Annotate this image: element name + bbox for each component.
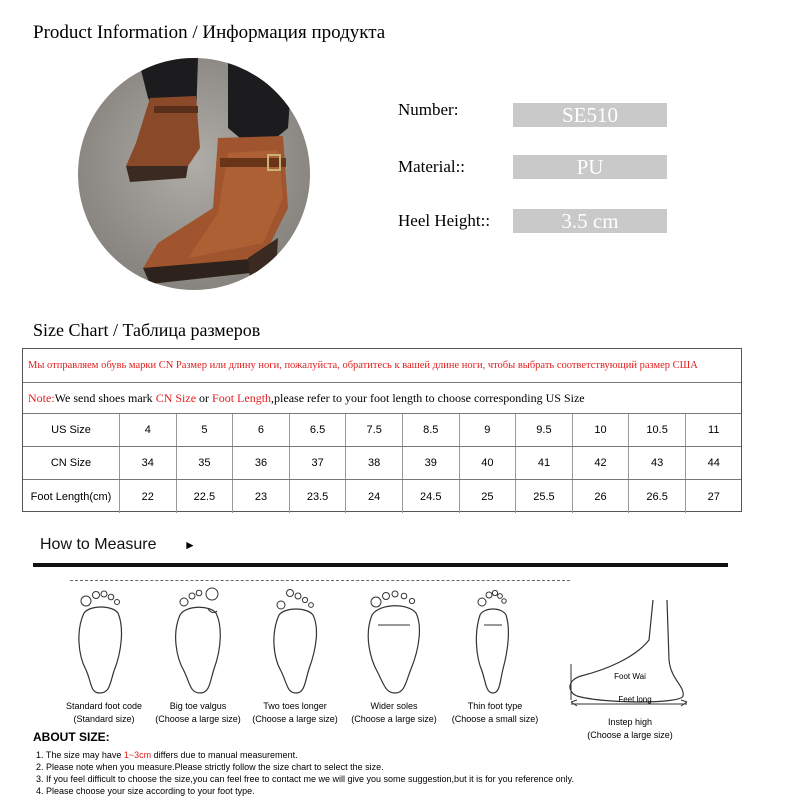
table-cell: 37: [289, 447, 346, 479]
table-cell: 25: [459, 480, 516, 513]
table-cell: 23: [232, 480, 289, 513]
about-text: 2. Please note when you measure.Please strictly follow the size chart to select the size.: [36, 762, 384, 772]
foot-label: Big toe valgus: [169, 701, 227, 711]
foot-sub: (Choose a large size): [155, 714, 241, 724]
table-cell: 24.5: [402, 480, 459, 513]
table-cell: 4: [119, 414, 176, 446]
table-cell: 24: [345, 480, 402, 513]
spec-heel-value: 3.5 cm: [513, 209, 667, 233]
cn-size-row: [23, 447, 741, 480]
table-cell: 41: [515, 447, 572, 479]
row-header: Foot Length(cm): [30, 490, 112, 503]
spec-number-label: Number:: [398, 100, 459, 119]
size-chart-title: Size Chart / Таблица размеров: [33, 320, 261, 340]
about-text: 1. The size may have: [36, 750, 124, 760]
spec-material-value: PU: [513, 155, 667, 179]
foot-caption-thin: [440, 700, 550, 726]
about-line: [36, 750, 298, 760]
table-cell: 9: [459, 414, 516, 446]
foot-caption-big-toe: [143, 700, 253, 726]
about-line: [36, 762, 384, 772]
about-text: 4. Please choose your size according to your foot type.: [36, 786, 255, 796]
table-cell: 35: [176, 447, 233, 479]
table-cell: 43: [628, 447, 685, 479]
note-foot-length: Foot Length: [212, 391, 272, 405]
table-cell: 23.5: [289, 480, 346, 513]
about-line: [36, 774, 574, 784]
table-cell: 8.5: [402, 414, 459, 446]
table-cell: 26.5: [628, 480, 685, 513]
foot-wai-label: Foot Wai: [614, 672, 646, 681]
foot-label: Instep high: [607, 717, 653, 727]
note-text-rest: ,please refer to your foot length to choose corresponding US Size: [271, 391, 585, 405]
feet-long-label: Feet long: [618, 695, 652, 704]
foot-sub: (Standard size): [73, 714, 135, 724]
row-header: CN Size: [50, 457, 92, 469]
dotted-divider: [70, 580, 570, 581]
table-cell: 11: [685, 414, 742, 446]
table-cell: 26: [572, 480, 629, 513]
about-line: [36, 786, 255, 796]
foot-sub: (Choose a small size): [451, 714, 539, 724]
standard-foot-icon: [70, 585, 130, 695]
us-size-row: [23, 414, 741, 447]
about-text: 3. If you feel difficult to choose the size,you can feel free to contact me we will give you some suggestion,but it is for you reference only.: [36, 774, 574, 784]
foot-caption-two-toes: [240, 700, 350, 726]
about-text: differs due to manual measurement.: [151, 750, 298, 760]
two-toes-longer-foot-icon: [265, 585, 325, 695]
table-cell: 36: [232, 447, 289, 479]
russian-note: Мы отправляем обувь марки CN Размер или длину ноги, пожалуйста, обратитесь к вашей длине ноги, чтобы выбрать соответствующий размер США: [23, 349, 741, 383]
table-cell: 40: [459, 447, 516, 479]
product-photo: [78, 58, 310, 290]
product-info-title: Product Information / Информация продукта: [33, 22, 386, 43]
foot-label: Thin foot type: [467, 701, 523, 711]
foot-sub: (Choose a large size): [252, 714, 338, 724]
wider-soles-foot-icon: [364, 585, 424, 695]
table-cell: 7.5: [345, 414, 402, 446]
thin-foot-icon: [462, 585, 522, 695]
spec-heel-label: Heel Height::: [398, 211, 491, 230]
size-table: [22, 348, 742, 512]
foot-length-row: [23, 480, 741, 513]
table-cell: 27: [685, 480, 742, 513]
foot-caption-wider: [339, 700, 449, 726]
note-or: or: [196, 391, 213, 405]
spec-number-value: SE510: [513, 103, 667, 127]
table-cell: 10: [572, 414, 629, 446]
table-cell: 5: [176, 414, 233, 446]
foot-caption-instep: [575, 716, 685, 742]
note-text-1: We send shoes mark: [54, 391, 156, 405]
english-note: [23, 383, 741, 414]
table-cell: 38: [345, 447, 402, 479]
foot-label: Standard foot code: [65, 701, 143, 711]
row-header: US Size: [51, 424, 91, 436]
table-cell: 6: [232, 414, 289, 446]
foot-label: Two toes longer: [263, 701, 327, 711]
table-cell: 25.5: [515, 480, 572, 513]
ankle-boots-image: [78, 58, 310, 290]
big-toe-valgus-foot-icon: [168, 585, 228, 695]
note-cn-size: CN Size: [155, 391, 197, 405]
table-cell: 22: [119, 480, 176, 513]
how-to-measure-title: How to Measure: [40, 536, 157, 553]
table-cell: 39: [402, 447, 459, 479]
spec-material-label: Material::: [398, 157, 466, 176]
table-cell: 42: [572, 447, 629, 479]
table-cell: 6.5: [289, 414, 346, 446]
foot-sub: (Choose a large size): [351, 714, 437, 724]
foot-sub: (Choose a large size): [587, 730, 673, 740]
note-prefix: Note:: [28, 391, 55, 405]
arrow-right-icon: ►: [184, 538, 196, 552]
foot-label: Wider soles: [370, 701, 418, 711]
table-cell: 44: [685, 447, 742, 479]
table-cell: 10.5: [628, 414, 685, 446]
table-cell: 9.5: [515, 414, 572, 446]
section-divider: [33, 563, 728, 567]
about-highlight: 1~3cm: [123, 750, 152, 760]
table-cell: 34: [119, 447, 176, 479]
about-size-title: ABOUT SIZE:: [33, 730, 110, 744]
table-cell: 22.5: [176, 480, 233, 513]
